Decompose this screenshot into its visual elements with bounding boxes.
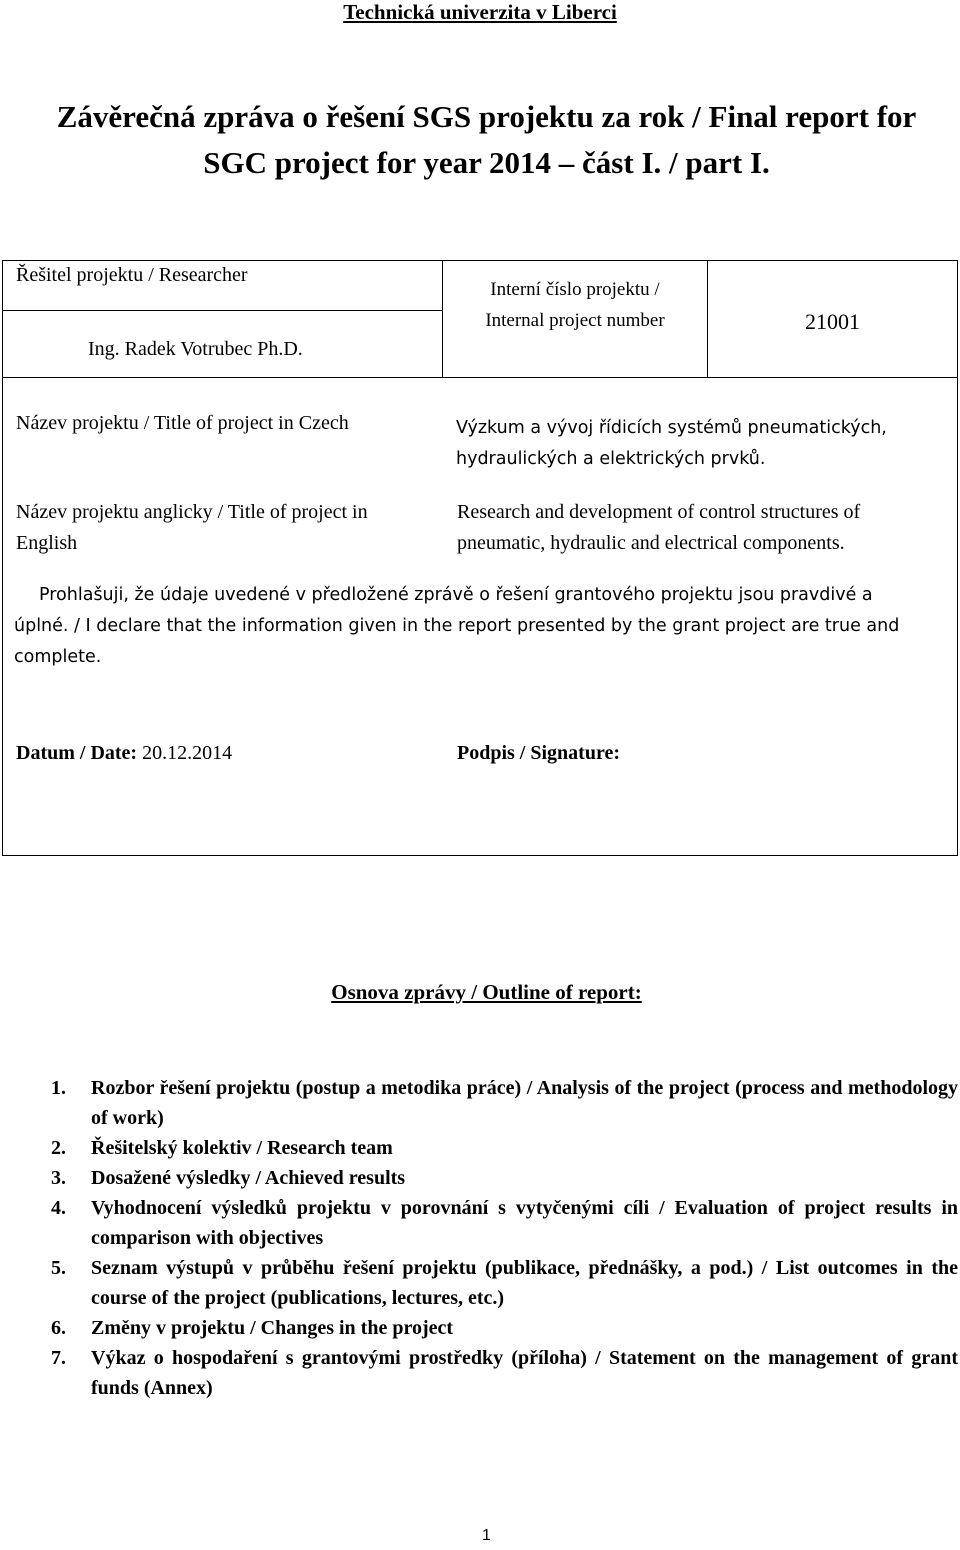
document-title: [14, 94, 959, 186]
title-cz-value-line-2: hydraulických a elektrických prvků.: [456, 449, 766, 469]
outline-item: [51, 1343, 958, 1403]
researcher-divider: [2, 310, 442, 311]
internal-number-value: 21001: [805, 309, 860, 334]
outline-item: [51, 1193, 958, 1253]
internal-number-label-line-2: Internal project number: [485, 310, 665, 331]
internal-number-label-line-1: Interní číslo projektu /: [490, 279, 660, 300]
outline-item-text: Vyhodnocení výsledků projektu v porovnání s vytyčenými cíli / Evaluation of project results in comparison with objectives: [91, 1197, 958, 1249]
date-field: [16, 742, 232, 765]
outline-item-text: Změny v projektu / Changes in the project: [91, 1317, 454, 1339]
declaration-line-1: Prohlašuji, že údaje uvedené v předložené zprávě o řešení grantového projektu jsou pravdivé a: [39, 585, 873, 605]
outline-item-number: 2.: [51, 1137, 66, 1159]
outline-item: [51, 1313, 958, 1343]
page-number: 1: [482, 1527, 491, 1544]
declaration-line-2: úplné. / I declare that the information given in the report presented by the grant project are true and: [14, 616, 900, 636]
title-en-label-line-2: English: [16, 532, 78, 554]
researcher-label: Řešitel projektu / Researcher: [16, 264, 248, 286]
declaration: [14, 580, 954, 673]
outline-item: [51, 1253, 958, 1313]
outline-item-text: Dosažené výsledky / Achieved results: [91, 1167, 406, 1189]
title-en-label: [16, 497, 368, 559]
title-cz-value: [456, 413, 887, 475]
outline-item: [51, 1073, 958, 1133]
table-right-border: [957, 260, 958, 856]
outline-item-text: Rozbor řešení projektu (postup a metodika práce) / Analysis of the project (process and methodology of work): [91, 1077, 958, 1129]
outline-item-number: 5.: [51, 1257, 66, 1279]
outline-item: [51, 1133, 958, 1163]
outline-item-number: 7.: [51, 1347, 66, 1369]
title-en-label-line-1: Název projektu anglicky / Title of project in: [16, 501, 368, 523]
date-value: 20.12.2014: [142, 742, 233, 764]
outline-item-number: 6.: [51, 1317, 66, 1339]
date-label: Datum / Date:: [16, 742, 138, 764]
outline-title: Osnova zprávy / Outline of report:: [331, 980, 642, 1004]
outline-item-text: Seznam výstupů v průběhu řešení projektu (publikace, přednášky, a pod.) / List outcomes in the course of the project (publications, lectures, etc.): [91, 1257, 958, 1309]
outline-item-number: 3.: [51, 1167, 66, 1189]
title-cz-value-line-1: Výzkum a vývoj řídicích systémů pneumatických,: [456, 418, 887, 438]
declaration-line-3: complete.: [14, 647, 102, 667]
researcher-name: Ing. Radek Votrubec Ph.D.: [88, 338, 303, 360]
document-title-line-1: Závěrečná zpráva o řešení SGS projektu za rok / Final report for: [56, 99, 917, 134]
university-name: Technická univerzita v Liberci: [343, 0, 617, 24]
outline-item-text: Výkaz o hospodaření s grantovými prostředky (příloha) / Statement on the management of grant funds (Annex): [91, 1347, 958, 1399]
title-cz-label: Název projektu / Title of project in Czech: [16, 412, 349, 434]
signature-label: Podpis / Signature:: [457, 742, 620, 764]
row-divider-1: [2, 377, 958, 378]
title-en-value: [457, 497, 860, 559]
outline-item-number: 4.: [51, 1197, 66, 1219]
title-en-value-line-1: Research and development of control structures of: [457, 501, 861, 523]
outline-item: [51, 1163, 958, 1193]
document-title-line-2: SGC project for year 2014 – část I. / part I.: [203, 145, 770, 180]
outline-list: [51, 1073, 958, 1403]
outline-item-number: 1.: [51, 1077, 66, 1099]
table-left-border: [2, 260, 3, 856]
table-bottom-border: [2, 855, 958, 856]
title-en-value-line-2: pneumatic, hydraulic and electrical components.: [457, 532, 845, 554]
table-top-border: [2, 260, 958, 261]
outline-item-text: Řešitelský kolektiv / Research team: [91, 1137, 393, 1159]
internal-number-label: [443, 274, 707, 336]
